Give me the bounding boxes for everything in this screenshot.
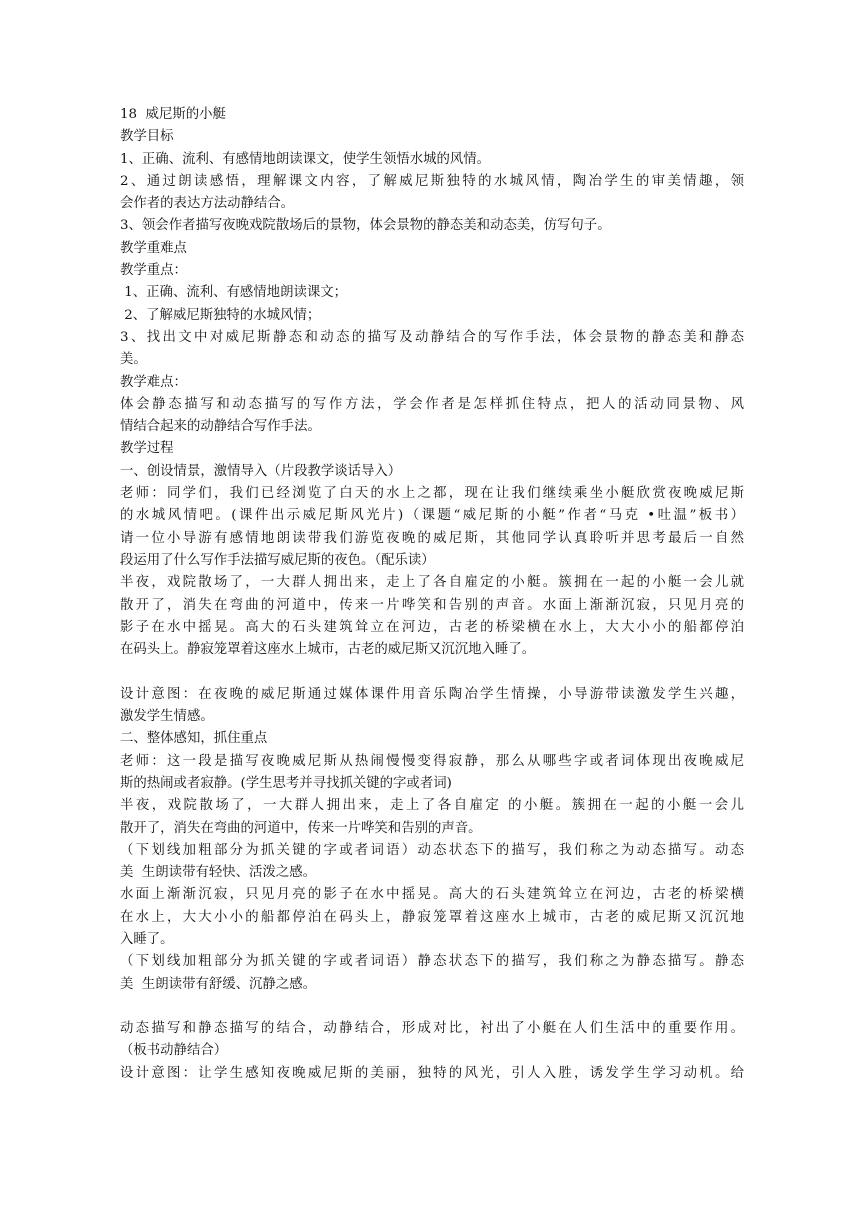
text-line: 教学重点：	[120, 263, 187, 279]
text-line: 教学过程	[120, 441, 174, 457]
text-line: 在水上，大大小小的船都停泊在码头上，静寂笼罩着这座水上城市，古老的威尼斯又沉沉地	[120, 909, 744, 925]
blank-line	[120, 996, 744, 1018]
text-line: （下划线加粗部分为抓关键的字或者词语）动态状态下的描写，我们称之为动态描写。动态	[120, 842, 744, 858]
text-line: 教学重难点	[120, 240, 187, 256]
text-line: 1、正确、流利、有感情地朗读课文，使学生领悟水城的风情。	[120, 151, 491, 167]
text-line: 老师：同学们，我们已经浏览了白天的水上之都，现在让我们继续乘坐小艇欣赏夜晚威尼斯	[120, 486, 744, 502]
text-line: 3、找出文中对威尼斯静态和动态的描写及动静结合的写作手法，体会景物的静态美和静态	[120, 329, 744, 345]
text-line: 入睡了。	[120, 931, 174, 947]
text-line: 一、创设情景，激情导入（片段教学谈话导入）	[120, 463, 402, 479]
text-line: 美 生朗读带有轻快、活泼之感。	[120, 865, 316, 881]
text-line: 情结合起来的动静结合写作手法。	[120, 419, 321, 435]
document-page	[120, 104, 744, 1085]
text-line: 在码头上。静寂笼罩着这座水上城市，古老的威尼斯又沉沉地入睡了。	[120, 642, 536, 658]
text-line: 的水城风情吧。(课件出示威尼斯风光片)（课题“威尼斯的小艇”作者“马克 •吐温”板书）	[120, 508, 744, 524]
text-line: 教学目标	[120, 129, 174, 145]
text-line: （下划线加粗部分为抓关键的字或者词语）静态状态下的描写，我们称之为静态描写。静态	[120, 954, 744, 970]
text-line: 1、正确、流利、有感情地朗读课文；	[120, 285, 348, 301]
text-line: 影子在水中摇晃。高大的石头建筑耸立在河边，古老的桥梁横在水上，大大小小的船都停泊	[120, 619, 744, 635]
text-line: 散开了，消失在弯曲的河道中，传来一片哗笑和告别的声音。	[120, 820, 482, 836]
text-line: 体会静态描写和动态描写的写作方法，学会作者是怎样抓住特点，把人的活动同景物、风	[120, 396, 744, 412]
text-line: 激发学生情感。	[120, 709, 214, 725]
text-line: 请一位小导游有感情地朗读带我们游览夜晚的威尼斯，其他同学认真聆听并思考最后一自然	[120, 530, 744, 546]
text-line: 水面上渐渐沉寂，只见月亮的影子在水中摇晃。高大的石头建筑耸立在河边，古老的桥梁横	[120, 887, 744, 903]
text-line: 美。	[120, 352, 147, 368]
blank-line	[120, 661, 744, 683]
text-line: 教学难点：	[120, 374, 187, 390]
text-line: 二、整体感知，抓住重点	[120, 731, 268, 747]
text-line: 设计意图：让学生感知夜晚威尼斯的美丽，独特的风光，引人入胜，诱发学生学习动机。给	[120, 1065, 744, 1081]
text-line: 斯的热闹或者寂静。(学生思考并寻找抓关键的字或者词)	[120, 775, 452, 791]
text-line: （板书动静结合）	[120, 1043, 228, 1059]
text-line: 半夜，戏院散场了，一大群人拥出来，走上了各自雇定 的小艇。簇拥在一起的小艇一会儿	[120, 798, 744, 814]
text-line: 动态描写和静态描写的结合，动静结合，形成对比，衬出了小艇在人们生活中的重要作用。	[120, 1021, 744, 1037]
text-line: 半夜，戏院散场了，一大群人拥出来，走上了各自雇定的小艇。簇拥在一起的小艇一会儿就	[120, 575, 744, 591]
text-line: 老师：这一段是描写夜晚威尼斯从热闹慢慢变得寂静，那么从哪些字或者词体现出夜晚威尼	[120, 753, 744, 769]
text-line: 散开了，消失在弯曲的河道中，传来一片哗笑和告别的声音。水面上渐渐沉寂，只见月亮的	[120, 597, 744, 613]
text-line: 2、通过朗读感悟，理解课文内容，了解威尼斯独特的水城风情，陶冶学生的审美情趣，领	[120, 173, 744, 189]
text-line: 会作者的表达方法动静结合。	[120, 196, 295, 212]
document-title: 18 威尼斯的小艇	[120, 107, 226, 122]
text-line: 段运用了什么写作手法描写威尼斯的夜色。（配乐读）	[120, 552, 435, 568]
text-line: 2、了解威尼斯独特的水城风情；	[120, 307, 321, 323]
text-line: 美 生朗读带有舒缓、沉静之感。	[120, 976, 316, 992]
text-line: 设计意图：在夜晚的威尼斯通过媒体课件用音乐陶冶学生情操，小导游带读激发学生兴趣，	[120, 686, 744, 702]
text-line: 3、领会作者描写夜晚戏院散场后的景物，体会景物的静态美和动态美，仿写句子。	[120, 218, 611, 234]
